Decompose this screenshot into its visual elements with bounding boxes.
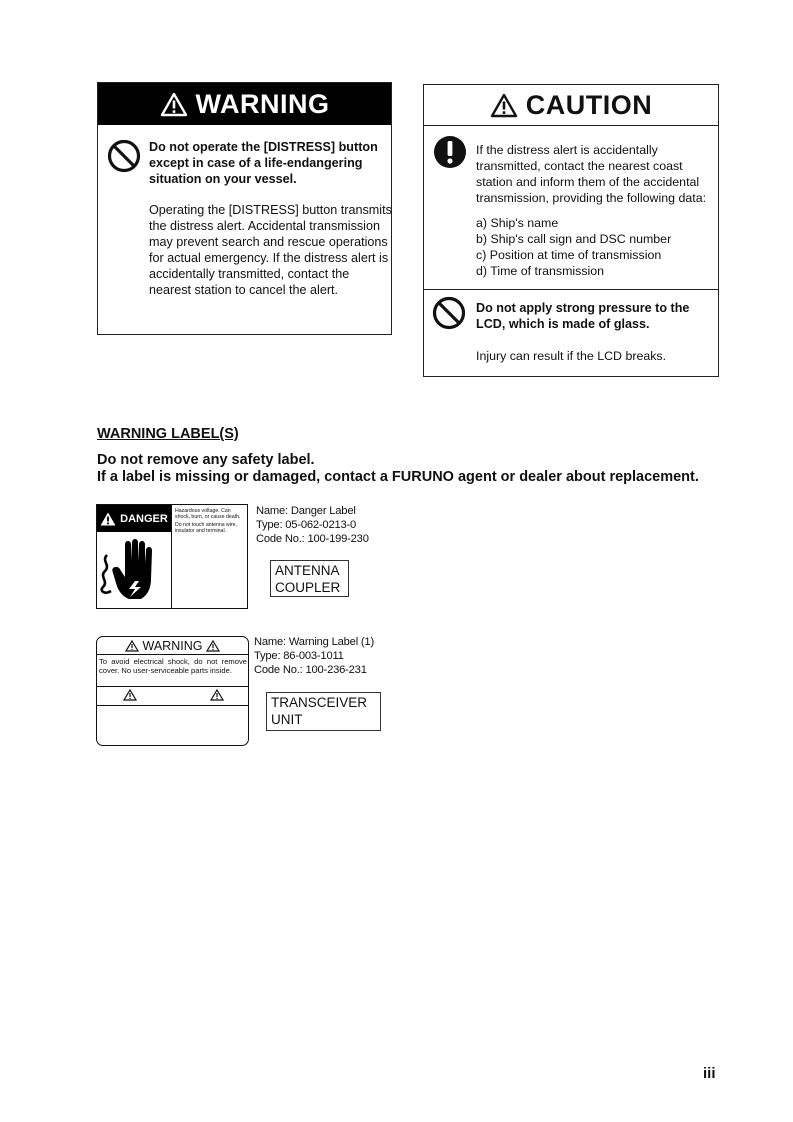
danger-label-image — [96, 504, 248, 609]
label-name: Name: Danger Label — [256, 505, 356, 517]
warning-title: WARNING — [195, 88, 330, 119]
warning-header — [98, 83, 391, 125]
warning-label-header — [97, 637, 248, 655]
prohibition-icon — [432, 296, 466, 330]
warning-label-image — [96, 636, 249, 746]
caution-triangle-icon — [490, 93, 518, 118]
location-line: COUPLER — [275, 580, 341, 595]
warning-label-text: To avoid electrical shock, do not remove cover. No user-serviceable parts inside. — [99, 657, 247, 675]
warning-triangle-icon — [123, 689, 137, 701]
caution-header — [424, 85, 718, 126]
danger-label-header — [97, 505, 171, 532]
warning-label-symbol-row — [97, 686, 248, 706]
labels-instruction-line1: Do not remove any safety label. — [97, 452, 315, 468]
warning-box — [97, 82, 392, 335]
label-location-box — [266, 692, 381, 731]
warning-triangle-icon — [206, 640, 220, 652]
list-item: a) Ship's name — [476, 216, 559, 230]
label-type: Type: 05-062-0213-0 — [256, 519, 357, 531]
exclamation-icon — [433, 135, 467, 169]
caution-box — [423, 84, 719, 377]
list-item: c) Position at time of transmission — [476, 248, 662, 262]
caution-intro-text: If the distress alert is accidentally transmitted, contact the nearest coast station and inform them of the accidental transmission, providing the following data: — [476, 143, 707, 205]
danger-label-info — [256, 504, 369, 546]
location-line: ANTENNA — [275, 563, 340, 578]
caution-divider — [424, 289, 718, 290]
caution-data-list — [476, 215, 718, 279]
label-name: Name: Warning Label (1) — [254, 636, 374, 648]
warning-label-info — [254, 635, 374, 677]
list-item: d) Time of transmission — [476, 264, 605, 278]
caution-title: CAUTION — [525, 89, 653, 120]
list-item: b) Ship's call sign and DSC number — [476, 232, 672, 246]
label-code: Code No.: 100-199-230 — [256, 533, 369, 545]
warning-label-title: WARNING — [142, 638, 203, 653]
electric-shock-hand-icon — [99, 537, 167, 607]
prohibition-icon — [107, 139, 141, 173]
danger-label-text-panel — [175, 508, 245, 536]
location-line: UNIT — [271, 712, 303, 727]
warning-triangle-icon — [125, 640, 139, 652]
warning-triangle-icon — [210, 689, 224, 701]
section-heading: WARNING LABEL(S) — [97, 426, 239, 442]
labels-instruction-line2: If a label is missing or damaged, contact a FURUNO agent or dealer about replacement. — [97, 469, 699, 485]
danger-label-text-1: Hazardous voltage. Can shock, burn, or cause death. — [175, 508, 241, 520]
label-type: Type: 86-003-1011 — [254, 650, 344, 662]
warning-triangle-icon — [160, 92, 188, 117]
location-line: TRANSCEIVER — [271, 695, 368, 710]
warning-triangle-icon — [100, 512, 116, 526]
label-code: Code No.: 100-236-231 — [254, 664, 367, 676]
caution-lcd-bold-text: Do not apply strong pressure to the LCD, which is made of glass. — [476, 301, 690, 331]
danger-label-title: DANGER — [120, 512, 168, 525]
warning-bold-text: Do not operate the [DISTRESS] button except in case of a life-endangering situation on your vessel. — [149, 140, 378, 186]
danger-label-text-2: Do not touch antenna wire, insulator and terminal. — [175, 522, 238, 534]
danger-label-left-panel — [97, 505, 172, 608]
warning-body-text: Operating the [DISTRESS] button transmits the distress alert. Accidental transmission may prevent search and rescue operations for actual emergency. If the distress alert is accidentally transmitted, contact the nearest station to cancel the alert. — [149, 203, 392, 297]
label-location-box — [270, 560, 349, 597]
page-number: iii — [703, 1065, 716, 1082]
caution-lcd-body-text: Injury can result if the LCD breaks. — [476, 349, 667, 363]
